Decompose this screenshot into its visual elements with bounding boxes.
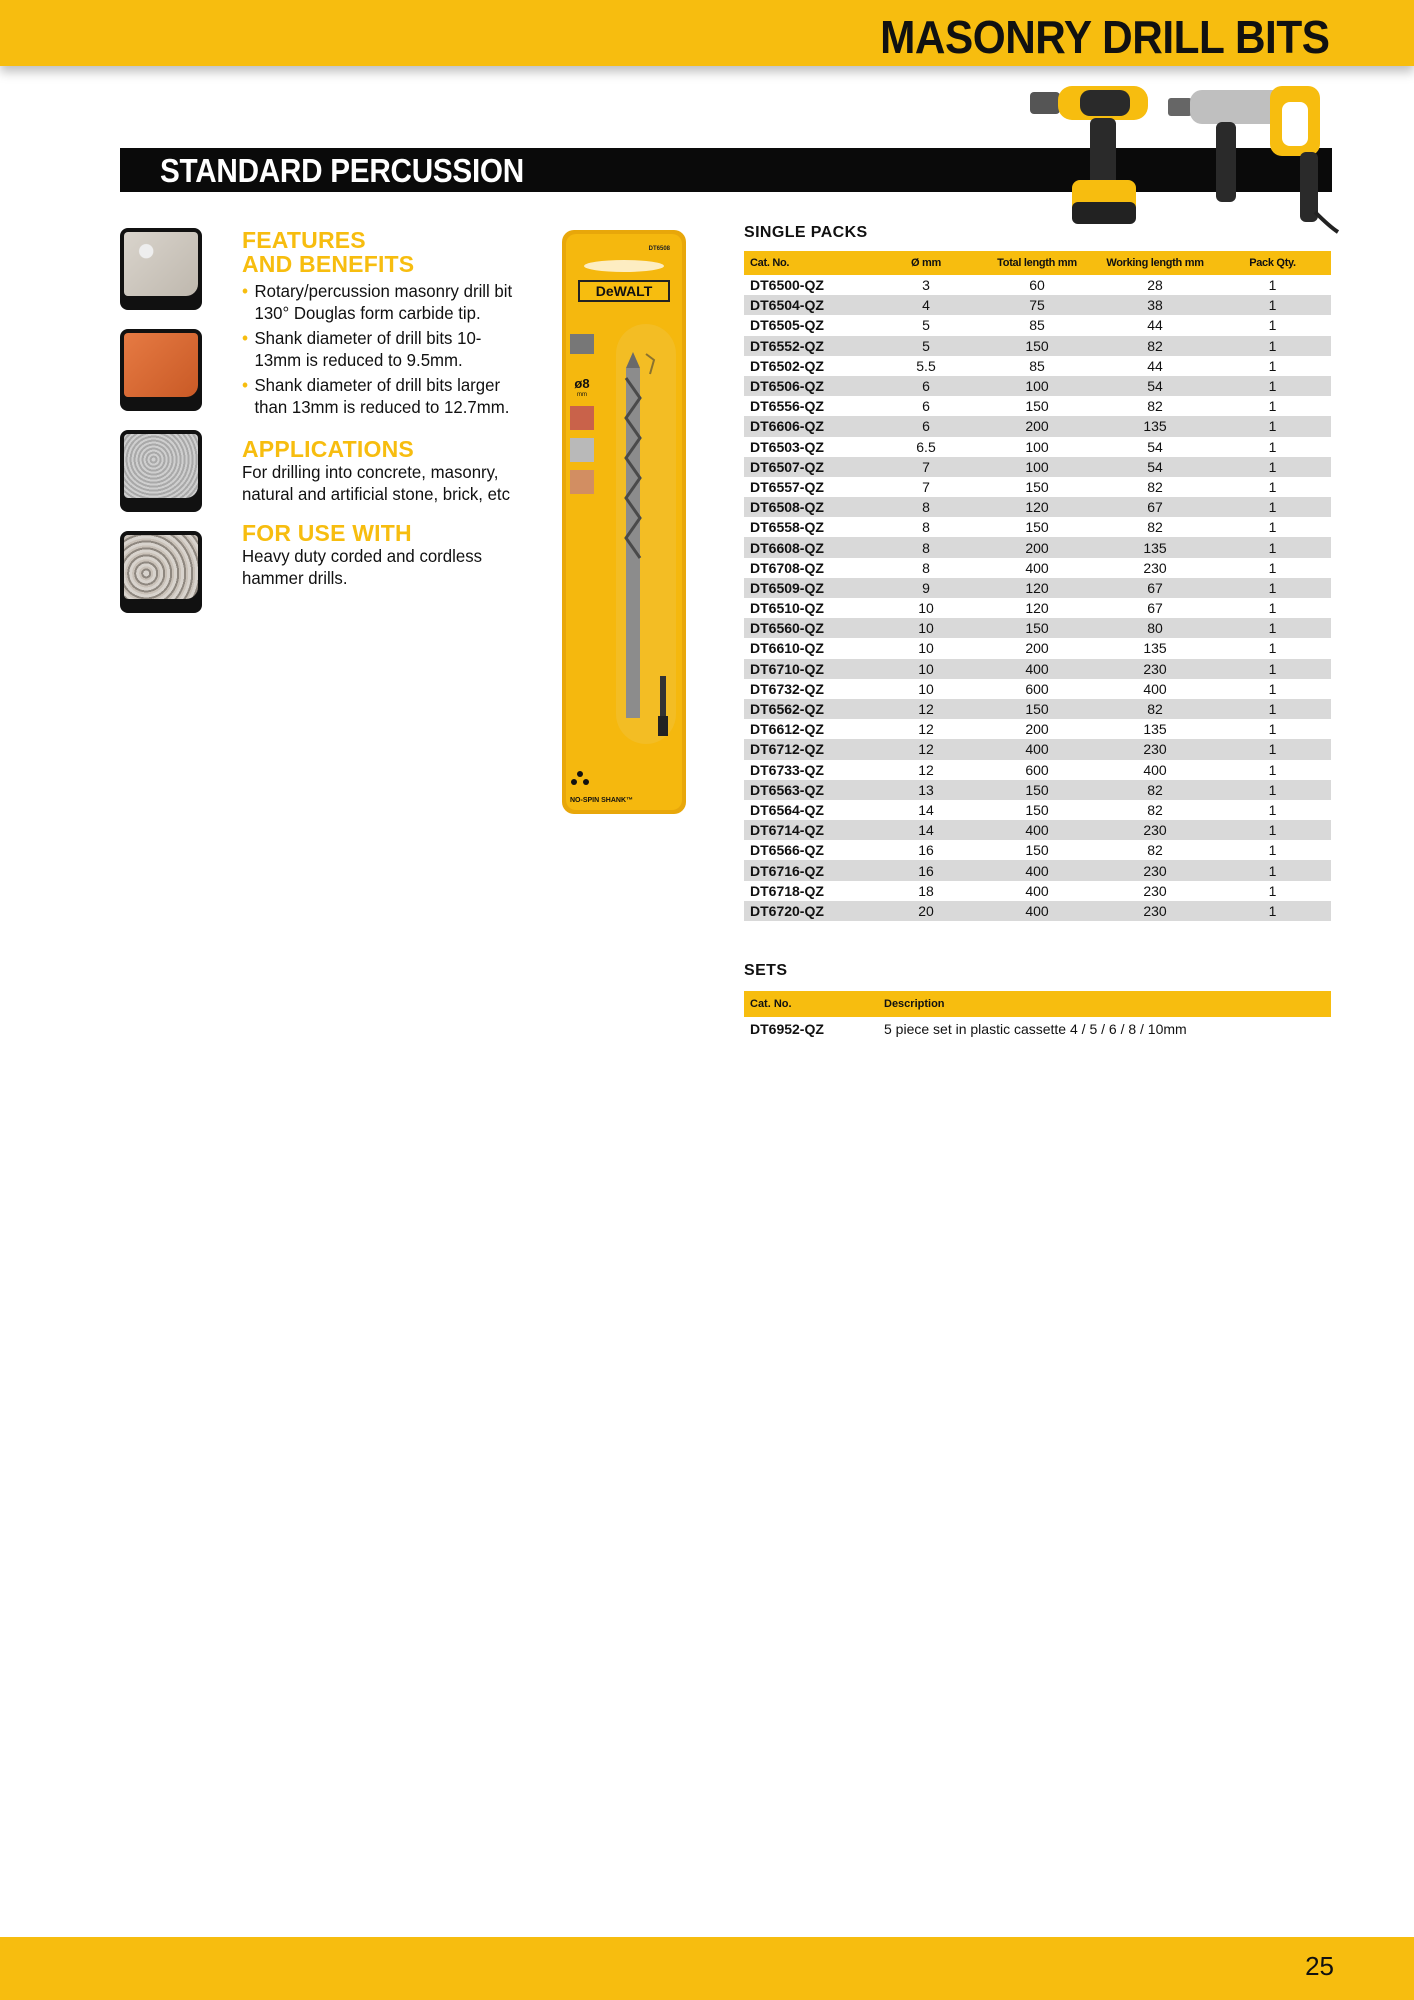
cat-no-cell: DT6733-QZ [750,761,824,778]
table-cell: 10 [918,680,934,697]
table-cell: 400 [1143,761,1167,778]
table-cell: 12 [874,739,978,759]
table-cell: 400 [978,901,1096,921]
table-cell: 600 [1025,761,1049,778]
table-cell: 1 [1268,357,1277,374]
table-cell: 54 [1096,457,1214,477]
table-cell: 1 [1214,336,1331,356]
table-cell: 1 [1268,680,1277,697]
cat-no-cell: DT6710-QZ [744,659,874,679]
table-row [744,638,1331,658]
table-cell: 150 [978,780,1096,800]
table-cell: 6 [874,416,978,436]
table-row [744,457,1331,477]
table-cell: 44 [1147,317,1163,334]
cat-no-cell: DT6566-QZ [750,842,824,859]
table-row [744,719,1331,739]
table-row [744,901,1331,921]
table-cell: 82 [1147,478,1163,495]
product-package-image [560,228,690,818]
table-cell: 5 [874,336,978,356]
table-cell: 16 [874,860,978,880]
package-size-unit: mm [577,392,587,398]
table-cell: 230 [1096,860,1214,880]
use-with-heading: FOR USE WITH [242,520,412,546]
col-header: Description [878,991,1331,1017]
table-cell: 1 [1214,537,1331,557]
single-packs-heading: SINGLE PACKS [744,224,868,241]
cat-no-cell: DT6952-QZ [750,1021,824,1037]
table-cell: 82 [1147,842,1163,859]
table-cell: 200 [1025,721,1049,738]
table-row [744,416,1331,436]
table-cell: 1 [1214,376,1331,396]
cat-no-cell: DT6610-QZ [750,640,824,657]
table-row [744,295,1331,315]
table-cell: 1 [1268,761,1277,778]
table-cell: 400 [978,659,1096,679]
header-band [0,0,1414,66]
table-cell: 7 [874,457,978,477]
cat-no-cell: DT6505-QZ [750,317,824,334]
table-cell: 8 [922,559,930,576]
footer-band [0,1937,1414,2000]
table-cell: 1 [1268,842,1277,859]
table-cell: 14 [918,801,934,818]
table-header-row [744,251,1331,275]
table-cell: 80 [1096,618,1214,638]
table-cell: 1 [1268,398,1277,415]
cat-no-cell: DT6556-QZ [750,398,824,415]
table-cell: 8 [874,537,978,557]
table-cell: 1 [1214,699,1331,719]
table-cell: 1 [1268,882,1277,899]
table-cell: 10 [874,659,978,679]
col-header: Pack Qty. [1214,251,1331,275]
table-row [744,860,1331,880]
table-cell: 1 [1268,519,1277,536]
col-header: Working length mm [1096,251,1214,275]
table-cell: 6 [874,376,978,396]
features-heading: FEATURES AND BENEFITS [242,227,415,277]
features-column [242,228,532,589]
cat-no-cell: DT6732-QZ [750,680,824,697]
table-cell: 6.5 [916,438,936,455]
stone-swatch [120,531,202,613]
table-row [744,275,1331,295]
table-cell: 5.5 [916,357,936,374]
table-cell: 100 [1025,438,1049,455]
corded-drill-icon [1168,86,1338,232]
table-cell: 1 [1268,600,1277,617]
table-row [744,578,1331,598]
cat-no-cell: DT6506-QZ [744,376,874,396]
cat-no-cell: DT6500-QZ [750,277,824,294]
applications-heading: APPLICATIONS [242,436,414,462]
table-cell: 7 [922,478,930,495]
table-cell: 120 [1025,600,1049,617]
table-row [744,437,1331,457]
cat-no-cell: DT6714-QZ [744,820,874,840]
table-cell: 1 [1268,640,1277,657]
masonry-swatch [120,430,202,512]
table-cell: 67 [1147,600,1163,617]
cat-no-cell: DT6712-QZ [744,739,874,759]
table-row [744,336,1331,356]
table-cell: 85 [1029,357,1045,374]
table-cell: 10 [918,640,934,657]
table-row [744,558,1331,578]
table-cell: 38 [1096,295,1214,315]
table-cell: 20 [874,901,978,921]
feature-item: • Shank diameter of drill bits larger than 13mm is reduced to 12.7mm. [242,374,520,418]
concrete-swatch [120,228,202,310]
table-cell: 75 [978,295,1096,315]
table-cell: 230 [1096,659,1214,679]
table-row [744,739,1331,759]
package-code: DT6508 [648,246,670,252]
table-cell: 18 [918,882,934,899]
table-cell: 400 [1143,680,1167,697]
table-cell: 9 [874,578,978,598]
cordless-drill-icon [1030,86,1148,224]
cat-no-cell: DT6560-QZ [744,618,874,638]
table-cell: 400 [978,820,1096,840]
table-cell: 150 [978,336,1096,356]
table-cell: 5 [922,317,930,334]
table-cell: 1 [1214,497,1331,517]
table-cell: 230 [1096,739,1214,759]
use-with-text: Heavy duty corded and cordless hammer drills. [242,546,482,588]
table-cell: 1 [1214,295,1331,315]
sets-heading: SETS [744,962,788,979]
table-cell: 1 [1214,578,1331,598]
table-cell: 400 [978,739,1096,759]
table-row [744,315,1331,335]
table-cell: 1 [1268,438,1277,455]
cat-no-cell: DT6558-QZ [750,519,824,536]
table-cell: 150 [978,699,1096,719]
table-cell: 10 [918,600,934,617]
table-cell: 120 [978,578,1096,598]
table-cell: 82 [1147,398,1163,415]
table-cell: 54 [1147,438,1163,455]
table-row [744,477,1331,497]
table-cell: 1 [1214,739,1331,759]
table-cell: 10 [874,618,978,638]
cat-no-cell: DT6552-QZ [744,336,874,356]
table-cell: 85 [1029,317,1045,334]
table-cell: 100 [978,376,1096,396]
table-cell: 1 [1268,801,1277,818]
table-cell: 150 [1025,478,1049,495]
cat-no-cell: DT6563-QZ [744,780,874,800]
table-cell: 1 [1268,559,1277,576]
table-cell: 14 [874,820,978,840]
cat-no-cell: DT6606-QZ [744,416,874,436]
table-cell: 135 [1143,640,1167,657]
table-header-row [744,991,1331,1017]
table-row [744,800,1331,820]
table-cell: 200 [978,537,1096,557]
table-cell: 200 [1025,640,1049,657]
table-cell: 200 [978,416,1096,436]
table-cell: 150 [1025,801,1049,818]
table-row [744,881,1331,901]
col-header: Total length mm [978,251,1096,275]
table-row [744,598,1331,618]
table-cell: 67 [1096,497,1214,517]
table-cell: 400 [1025,559,1049,576]
table-cell: 135 [1096,537,1214,557]
table-cell: 3 [922,277,930,294]
table-cell: 100 [978,457,1096,477]
cat-no-cell: DT6720-QZ [744,901,874,921]
table-cell: 1 [1214,780,1331,800]
table-cell: 135 [1143,721,1167,738]
table-cell: 230 [1143,882,1167,899]
table-cell: 12 [918,761,934,778]
table-row [744,780,1331,800]
page-title: MASONRY DRILL BITS [880,11,1330,63]
table-row [744,679,1331,699]
package-size: ø8 [574,376,590,391]
table-cell: 150 [1025,398,1049,415]
section-title: STANDARD PERCUSSION [160,152,524,189]
table-cell: 400 [978,860,1096,880]
package-brand: DeWALT [595,283,653,299]
table-cell: 1 [1214,820,1331,840]
table-cell: 13 [874,780,978,800]
sets-table [744,991,1331,1041]
table-cell: 1 [1268,277,1277,294]
cat-no-cell: DT6510-QZ [750,600,824,617]
table-cell: 44 [1147,357,1163,374]
table-cell: 67 [1096,578,1214,598]
table-row [744,820,1331,840]
drill-bit-icon [626,352,640,718]
table-row [744,840,1331,860]
table-row [744,356,1331,376]
table-row [744,1017,1331,1041]
table-cell: 82 [1096,780,1214,800]
table-cell: 150 [1025,519,1049,536]
table-cell: 230 [1096,901,1214,921]
cat-no-cell: DT6504-QZ [744,295,874,315]
table-row [744,376,1331,396]
table-cell: 1 [1214,416,1331,436]
table-cell: 135 [1096,416,1214,436]
table-row [744,396,1331,416]
cat-no-cell: DT6503-QZ [750,438,824,455]
table-cell: 82 [1147,519,1163,536]
applications-text: For drilling into concrete, masonry, natural and artificial stone, brick, etc [242,462,511,504]
table-row [744,760,1331,780]
cat-no-cell: DT6612-QZ [750,721,824,738]
table-cell: 1 [1214,860,1331,880]
table-cell: 150 [978,618,1096,638]
cat-no-cell: DT6508-QZ [744,497,874,517]
page-number: 25 [1305,1951,1334,1981]
table-cell: 4 [874,295,978,315]
table-row [744,517,1331,537]
table-row [744,497,1331,517]
table-cell: 8 [874,497,978,517]
table-cell: 82 [1096,336,1214,356]
cat-no-cell: DT6716-QZ [744,860,874,880]
table-cell: 60 [1029,277,1045,294]
table-cell: 230 [1143,559,1167,576]
cat-no-cell: DT6708-QZ [750,559,824,576]
col-header: Cat. No. [744,991,878,1017]
table-cell: 1 [1268,317,1277,334]
cat-no-cell: DT6564-QZ [750,801,824,818]
table-cell: 82 [1147,801,1163,818]
cat-no-cell: DT6718-QZ [750,882,824,899]
table-cell: 1 [1214,457,1331,477]
feature-item: • Rotary/percussion masonry drill bit 130° Douglas form carbide tip. [242,280,520,324]
feature-item: • Shank diameter of drill bits 10-13mm is reduced to 9.5mm. [242,327,520,371]
brick-swatch [120,329,202,411]
table-cell: 6 [922,398,930,415]
table-row [744,659,1331,679]
cat-no-cell: DT6562-QZ [744,699,874,719]
cat-no-cell: DT6502-QZ [750,357,824,374]
table-cell: 12 [918,721,934,738]
table-cell: 1 [1214,618,1331,638]
table-cell: 400 [1025,882,1049,899]
drills-image [1020,72,1340,242]
table-cell: 600 [1025,680,1049,697]
col-header: Cat. No. [744,251,874,275]
cat-no-cell: DT6608-QZ [744,537,874,557]
col-header: Ø mm [874,251,978,275]
cat-no-cell: DT6557-QZ [750,478,824,495]
table-cell: 82 [1096,699,1214,719]
table-cell: 1 [1268,478,1277,495]
table-cell: 16 [918,842,934,859]
table-cell: 28 [1147,277,1163,294]
single-packs-table [744,251,1331,921]
table-cell: 120 [978,497,1096,517]
table-cell: 8 [922,519,930,536]
table-cell: 150 [1025,842,1049,859]
table-cell: 230 [1096,820,1214,840]
table-cell: 1 [1268,721,1277,738]
table-cell: 1 [1214,659,1331,679]
table-cell: 54 [1096,376,1214,396]
table-row [744,618,1331,638]
table-cell: 5 piece set in plastic cassette 4 / 5 / 6 / 8 / 10mm [884,1021,1187,1037]
cat-no-cell: DT6507-QZ [744,457,874,477]
table-cell: 12 [874,699,978,719]
shank-label: NO-SPIN SHANK™ [570,797,634,804]
cat-no-cell: DT6509-QZ [744,578,874,598]
table-row [744,699,1331,719]
features-list [242,280,532,418]
table-cell: 1 [1214,901,1331,921]
table-row [744,537,1331,557]
